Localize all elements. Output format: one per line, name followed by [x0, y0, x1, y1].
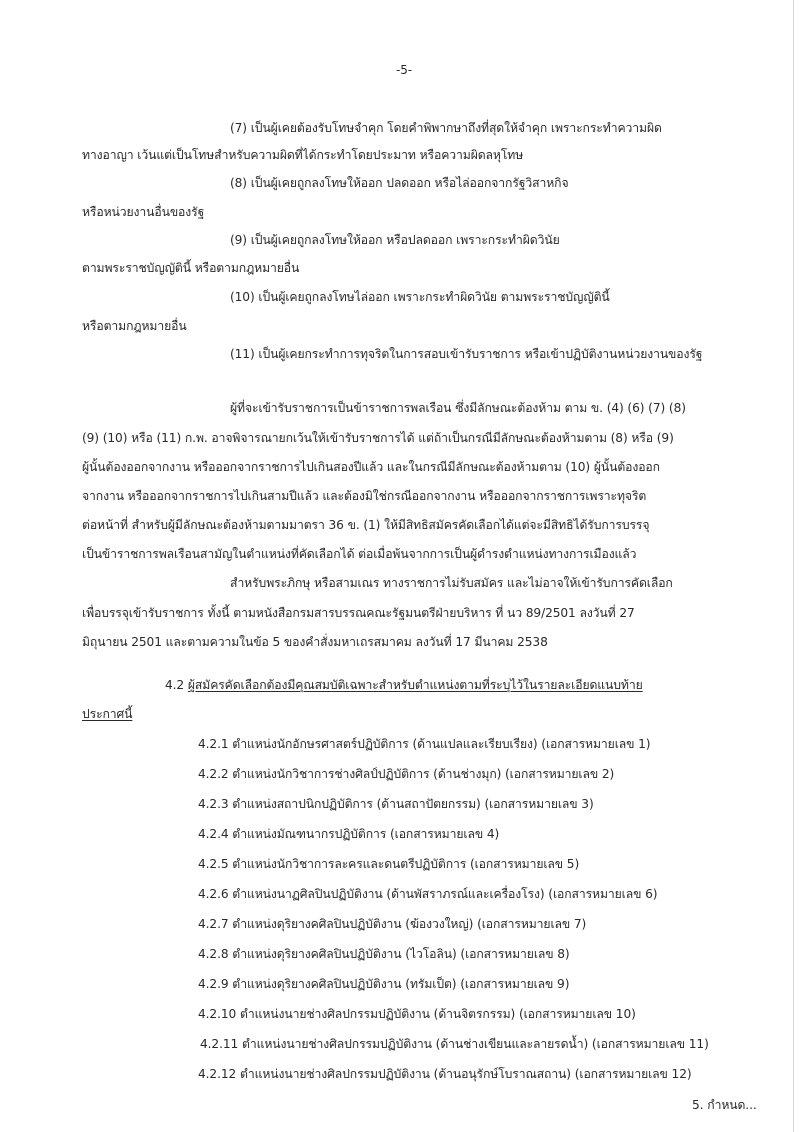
position-item: 4.2.10 ตำแหน่งนายช่างศิลปกรรมปฏิบัติงาน (ด้านจิตรกรรม) (เอกสารหมายเลข 10)	[198, 1007, 636, 1021]
clause-8-line1: (8) เป็นผู้เคยถูกลงโทษให้ออก ปลดออก หรือไล่ออกจากรัฐวิสาหกิจ	[230, 176, 569, 190]
clause-10-line1: (10) เป็นผู้เคยถูกลงโทษไล่ออก เพราะกระทำผิดวินัย ตามพระราชบัญญัตินี้	[230, 290, 610, 304]
clause-9-line1: (9) เป็นผู้เคยถูกลงโทษให้ออก หรือปลดออก เพราะกระทำผิดวินัย	[230, 233, 560, 247]
continuation-marker: 5. กำหนด...	[692, 1098, 757, 1112]
exemption-line4: จากงาน หรือออกจากราชการไปเกินสามปีแล้ว และต้องมิใช่กรณีออกจากงาน หรือออกจากราชการเพราะทุจริต	[82, 489, 647, 503]
exemption-line6: เป็นข้าราชการพลเรือนสามัญในตำแหน่งที่คัดเลือกได้ ต่อเมื่อพ้นจากการเป็นผู้ดำรงตำแหน่งทางการเมืองแล้ว	[82, 547, 637, 561]
clause-7-line2: ทางอาญา เว้นแต่เป็นโทษสำหรับความผิดที่ได้กระทำโดยประมาท หรือความผิดลหุโทษ	[82, 148, 524, 162]
position-item: 4.2.12 ตำแหน่งนายช่างศิลปกรรมปฏิบัติงาน (ด้านอนุรักษ์โบราณสถาน) (เอกสารหมายเลข 12)	[198, 1067, 692, 1081]
section-4-2-heading	[165, 677, 643, 693]
position-item: 4.2.4 ตำแหน่งมัณฑนากรปฏิบัติการ (เอกสารหมายเลข 4)	[198, 827, 500, 841]
monk-line1: สำหรับพระภิกษุ หรือสามเณร ทางราชการไม่รับสมัคร และไม่อาจให้เข้ารับการคัดเลือก	[230, 576, 673, 590]
position-item: 4.2.3 ตำแหน่งสถาปนิกปฏิบัติการ (ด้านสถาปัตยกรรม) (เอกสารหมายเลข 3)	[198, 797, 594, 811]
page-edge-line	[793, 0, 794, 1132]
exemption-line3: ผู้นั้นต้องออกจากงาน หรือออกจากราชการไปเกินสองปีแล้ว และในกรณีมีลักษณะต้องห้ามตาม (10) ผู้นั้นต้องออก	[82, 460, 660, 474]
section-number: 4.2	[165, 678, 185, 692]
exemption-line1: ผู้ที่จะเข้ารับราชการเป็นข้าราชการพลเรือน ซึ่งมีลักษณะต้องห้าม ตาม ข. (4) (6) (7) (8)	[230, 401, 686, 415]
position-item: 4.2.9 ตำแหน่งดุริยางคศิลปินปฏิบัติงาน (ทรัมเป็ต) (เอกสารหมายเลข 9)	[198, 977, 570, 991]
section-heading-line1: ผู้สมัครคัดเลือกต้องมีคุณสมบัติเฉพาะสำหรับตำแหน่งตามที่ระบุไว้ในรายละเอียดแนบท้าย	[187, 678, 643, 692]
section-heading-line2: ประกาศนี้	[82, 707, 133, 721]
position-item: 4.2.8 ตำแหน่งดุริยางคศิลปินปฏิบัติงาน (ไวโอลิน) (เอกสารหมายเลข 8)	[198, 947, 570, 961]
position-item: 4.2.7 ตำแหน่งดุริยางคศิลปินปฏิบัติงาน (ฆ้องวงใหญ่) (เอกสารหมายเลข 7)	[198, 917, 587, 931]
position-item: 4.2.2 ตำแหน่งนักวิชาการช่างศิลป์ปฏิบัติการ (ด้านช่างมุก) (เอกสารหมายเลข 2)	[198, 767, 615, 781]
clause-7-line1: (7) เป็นผู้เคยต้องรับโทษจำคุก โดยคำพิพากษาถึงที่สุดให้จำคุก เพราะกระทำความผิด	[230, 121, 662, 135]
monk-line2: เพื่อบรรจุเข้ารับราชการ ทั้งนี้ ตามหนังสือกรมสารบรรณคณะรัฐมนตรีฝ่ายบริหาร ที่ นว 89/2501 ลงวันที่ 27	[82, 606, 635, 620]
exemption-line5: ต่อหน้าที่ สำหรับผู้มีลักษณะต้องห้ามตามมาตรา 36 ข. (1) ให้มีสิทธิสมัครคัดเลือกได้แต่จะมีสิทธิได้รับการบรรจุ	[82, 518, 650, 532]
position-item: 4.2.5 ตำแหน่งนักวิชาการละครและดนตรีปฏิบัติการ (เอกสารหมายเลข 5)	[198, 857, 580, 871]
clause-10-line2: หรือตามกฎหมายอื่น	[82, 319, 187, 333]
page-number: -5-	[396, 63, 412, 77]
exemption-line2: (9) (10) หรือ (11) ก.พ. อาจพิจารณายกเว้นให้เข้ารับราชการได้ แต่ถ้าเป็นกรณีมีลักษณะต้องห้ามตาม (8) หรือ (9)	[82, 431, 674, 445]
monk-line3: มิถุนายน 2501 และตามความในข้อ 5 ของคำสั่งมหาเถรสมาคม ลงวันที่ 17 มีนาคม 2538	[82, 635, 548, 649]
clause-11: (11) เป็นผู้เคยกระทำการทุจริตในการสอบเข้ารับราชการ หรือเข้าปฏิบัติงานหน่วยงานของรัฐ	[230, 347, 703, 361]
position-item: 4.2.11 ตำแหน่งนายช่างศิลปกรรมปฏิบัติงาน (ด้านช่างเขียนและลายรดน้ำ) (เอกสารหมายเลข 11)	[200, 1037, 709, 1051]
clause-9-line2: ตามพระราชบัญญัตินี้ หรือตามกฎหมายอื่น	[82, 261, 300, 275]
position-item: 4.2.1 ตำแหน่งนักอักษรศาสตร์ปฏิบัติการ (ด้านแปลและเรียบเรียง) (เอกสารหมายเลข 1)	[198, 737, 651, 751]
position-item: 4.2.6 ตำแหน่งนาฏศิลปินปฏิบัติงาน (ด้านพัสราภรณ์และเครื่องโรง) (เอกสารหมายเลข 6)	[198, 887, 658, 901]
clause-8-line2: หรือหน่วยงานอื่นของรัฐ	[82, 205, 205, 219]
